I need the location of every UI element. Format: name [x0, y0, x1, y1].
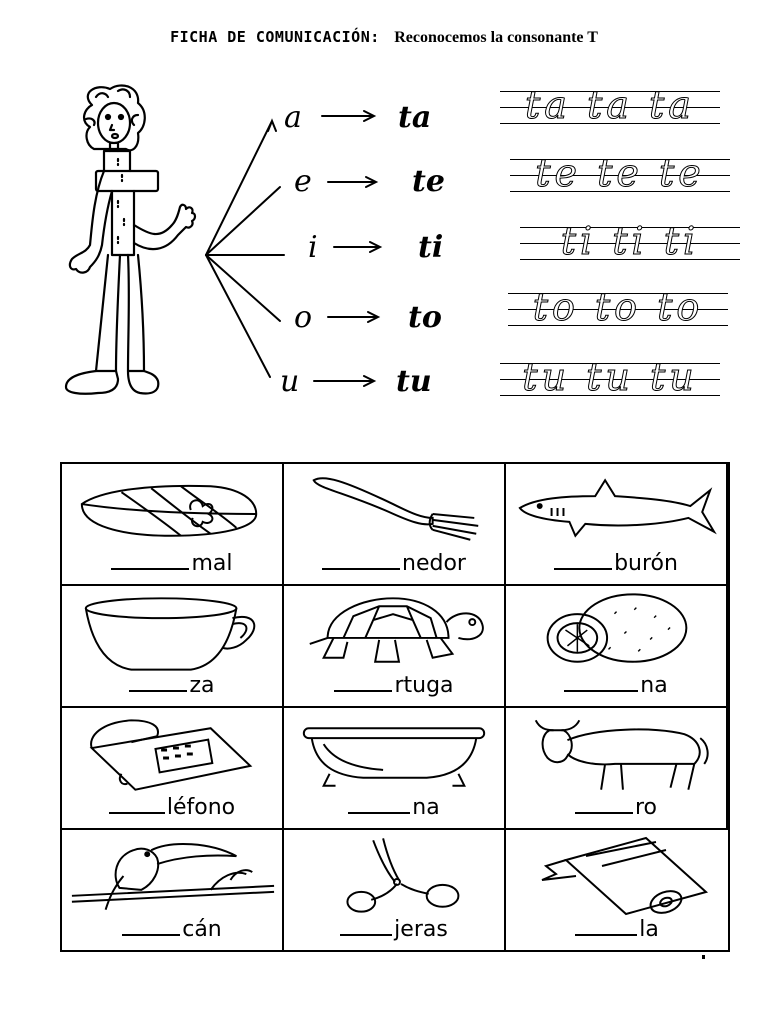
toucan-icon — [62, 836, 282, 916]
word-suffix: léfono — [166, 795, 236, 820]
answer-blank[interactable] — [122, 916, 180, 936]
word-suffix: za — [189, 673, 215, 698]
bull-icon — [506, 714, 726, 794]
fork-icon — [284, 470, 504, 550]
word-suffix: na — [412, 795, 440, 820]
tracing-row-to — [508, 287, 728, 333]
word-cell-tamal — [62, 464, 284, 586]
vowel-u: u — [280, 364, 300, 399]
answer-blank[interactable] — [129, 672, 187, 692]
worksheet-subtitle: Reconocemos la consonante T — [394, 29, 598, 46]
answer-blank[interactable] — [334, 672, 392, 692]
tracing-text: tu tu tu — [522, 355, 698, 399]
syllable-ta: ta — [398, 100, 432, 135]
word-cell-tela — [506, 830, 728, 952]
answer-blank[interactable] — [111, 550, 189, 570]
vowel-a: a — [284, 100, 302, 135]
vowel-o: o — [294, 300, 313, 335]
word-suffix: na — [640, 673, 668, 698]
answer-blank[interactable] — [340, 916, 392, 936]
word-suffix: burón — [614, 551, 678, 576]
tracing-row-tu — [500, 357, 720, 403]
tracing-text: te te te — [535, 151, 705, 195]
fabric-roll-icon — [506, 836, 728, 916]
word-suffix: cán — [182, 917, 222, 942]
word-suffix: nedor — [402, 551, 466, 576]
tracing-row-ta — [500, 85, 720, 131]
word-suffix: jeras — [394, 917, 448, 942]
syllable-tu: tu — [396, 364, 432, 399]
answer-blank[interactable] — [575, 794, 633, 814]
word-cell-tina — [284, 708, 506, 830]
word-cell-tijeras — [284, 830, 506, 952]
word-suffix: la — [639, 917, 659, 942]
telephone-icon — [62, 714, 282, 794]
vowel-e: e — [294, 164, 312, 199]
syllable-section — [0, 75, 768, 435]
answer-blank[interactable] — [322, 550, 400, 570]
word-cell-tuna — [506, 586, 728, 708]
tuna-fruit-icon — [506, 592, 726, 672]
page-mark — [702, 955, 705, 959]
syllable-to: to — [408, 300, 442, 335]
letter-t-character-icon — [66, 85, 195, 393]
syllable-te: te — [412, 164, 445, 199]
word-cell-tortuga — [284, 586, 506, 708]
cup-icon — [62, 592, 282, 672]
tracing-row-te — [510, 153, 730, 199]
syllable-ti: ti — [418, 230, 444, 265]
shark-icon — [506, 470, 726, 550]
answer-blank[interactable] — [564, 672, 638, 692]
worksheet-title: FICHA DE COMUNICACIÓN: — [170, 28, 380, 46]
picture-word-grid — [60, 462, 730, 952]
word-cell-tenedor — [284, 464, 506, 586]
word-suffix: ro — [634, 795, 658, 820]
answer-blank[interactable] — [575, 916, 637, 936]
word-suffix: rtuga — [394, 673, 454, 698]
arrow-fan — [206, 111, 380, 386]
worksheet-header — [0, 28, 768, 47]
vowel-i: i — [308, 230, 318, 265]
tracing-text: ti ti ti — [560, 219, 700, 263]
scissors-icon — [284, 836, 504, 916]
bathtub-icon — [284, 714, 504, 794]
answer-blank[interactable] — [109, 794, 165, 814]
turtle-icon — [284, 592, 504, 672]
answer-blank[interactable] — [348, 794, 410, 814]
word-suffix: mal — [191, 551, 233, 576]
tracing-text: to to to — [532, 285, 704, 329]
word-cell-telefono — [62, 708, 284, 830]
tamal-icon — [62, 470, 282, 550]
tracing-text: ta ta ta — [525, 83, 695, 127]
word-cell-toro — [506, 708, 728, 830]
answer-blank[interactable] — [554, 550, 612, 570]
tracing-row-ti — [520, 221, 740, 267]
word-cell-tucan — [62, 830, 284, 952]
word-cell-taza — [62, 586, 284, 708]
word-cell-tiburon — [506, 464, 728, 586]
